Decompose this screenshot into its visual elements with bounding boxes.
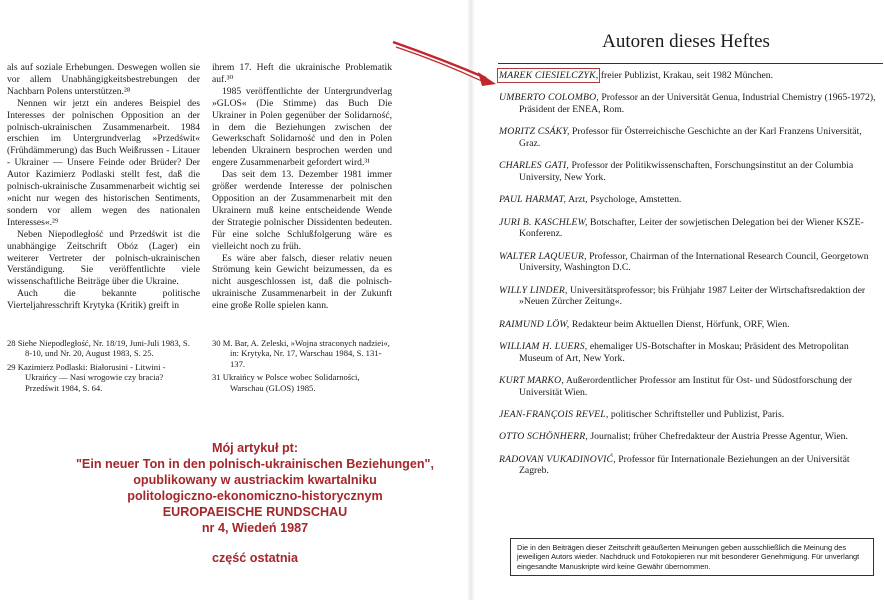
author-name: UMBERTO COLOMBO, (499, 92, 599, 104)
author-entry (499, 251, 881, 274)
caption-line: EUROPAEISCHE RUNDSCHAU (162, 505, 348, 519)
author-entry (499, 217, 881, 240)
author-description: Professor der Politikwissenschaften, Forschungsinstitut an der Columbia University, New York. (519, 160, 854, 183)
author-entry (499, 126, 881, 149)
author-description: politischer Schriftsteller und Publizist, Paris. (610, 409, 785, 421)
paragraph: ihrem 17. Heft die ukrainische Problematik auf.³⁰ (212, 62, 392, 85)
author-list (499, 70, 881, 488)
author-description: Professor für Österreichische Geschichte an der Karl Franzens Universität, Graz. (519, 126, 862, 149)
author-name: CHARLES GATI, (499, 160, 570, 172)
footnote: 28 Siehe Niepodległość, Nr. 18/19, Juni-Juli 1983, S. 8-10, und Nr. 20, August 1983, S. 25. (7, 338, 190, 359)
author-name: KURT MARKO, (499, 375, 564, 387)
author-entry (499, 70, 881, 82)
author-entry (499, 160, 881, 183)
caption-line: Mój artykuł pt: (211, 441, 299, 455)
author-name: WALTER LAQUEUR, (499, 250, 587, 262)
author-name: JURI B. KASCHLEW, (499, 216, 588, 228)
author-entry (499, 341, 881, 364)
author-description: freier Publizist, Krakau, seit 1982 München. (600, 70, 774, 81)
caption-line: opublikowany w austriackim kwartalniku (133, 473, 377, 487)
author-entry (499, 319, 881, 331)
author-description: Professor, Chairman of the International Research Council, Georgetown University, Washington D.C. (519, 250, 869, 274)
page-title: Autoren dieses Heftes (602, 31, 770, 52)
author-entry (499, 431, 881, 443)
author-entry (499, 375, 881, 398)
author-description: Professor an der Universität Genua, Industrial Chemistry (1965-1972), Präsident der ENEA, Rom. (519, 92, 876, 115)
author-description: Journalist; früher Chefredakteur der Austria Presse Agentur, Wien. (590, 431, 848, 443)
author-name: JEAN-FRANÇOIS REVEL, (499, 409, 609, 421)
author-description: Botschafter, Leiter der sowjetischen Delegation bei der Wiener KSZE-Konferenz. (519, 216, 864, 240)
author-entry (499, 409, 881, 421)
author-name: OTTO SCHÖNHERR, (499, 431, 588, 443)
paragraph: als auf soziale Erhebungen. Deswegen wollen sie vor allem Unabhängigkeitsbestrebungen der Nachbarn Polens unterstützen.²⁸ (7, 62, 200, 97)
paragraph: Auch die bekannte politische Vierteljahresschrift Krytyka (Kritik) greift in (7, 288, 200, 312)
red-caption (30, 440, 470, 566)
author-description: Redakteur beim Aktuellen Dienst, Hörfunk, ORF, Wien. (571, 318, 790, 330)
footnote: 30 M. Bar, A. Zeleski, »Wojna straconych nadziei«, in: Krytyka, Nr. 17, Warschau 1984, S. 131-137. (212, 338, 390, 369)
author-description: Arzt, Psychologe, Amstetten. (568, 194, 682, 206)
caption-line: nr 4, Wiedeń 1987 (201, 521, 309, 535)
title-rule (498, 63, 883, 64)
author-description: ehemaliger US-Botschafter in Moskau; Präsident des Metropolitan Museum of Art, New York. (519, 341, 849, 364)
page-fold (467, 0, 475, 600)
paragraph: Neben Niepodległość und Przedświt ist die unabhängige Zeitschrift Obóz (Lager) ein weiterer Vertreter der polnisch-ukrainischen Verständigung. Sie veröffentlichte viele wissenschaftliche Beiträge über die Ukraine. (7, 228, 200, 288)
caption-line: "Ein neuer Ton in den polnisch-ukrainischen Beziehungen", (75, 457, 435, 471)
footnote: 31 Ukraińcy w Polsce wobec Solidarności, Warschau (GLOS) 1985. (212, 372, 360, 393)
caption-footer: część ostatnia (211, 551, 299, 565)
text-column-1 (7, 62, 200, 312)
caption-line: politologiczno-ekonomiczno-historycznym (127, 489, 383, 503)
author-name: WILLY LINDER, (499, 284, 568, 296)
author-entry (499, 194, 881, 206)
footnotes-col1 (7, 338, 197, 396)
author-description: Universitätsprofessor; bis Frühjahr 1987 Leiter der Wirtschaftsredaktion der »Neuen Zürcher Zeitung«. (519, 284, 866, 308)
author-name: WILLIAM H. LUERS, (499, 341, 588, 353)
author-entry (499, 285, 881, 308)
author-entry (499, 454, 881, 477)
author-description: Professor für Internationale Beziehungen an der Universität Zagreb. (519, 453, 850, 477)
author-description: Außerordentlicher Professor am Institut für Ost- und Südostforschung der Universität Wien. (519, 375, 853, 398)
author-name: MORITZ CSÁKY, (499, 126, 570, 138)
paragraph: Nennen wir jetzt ein anderes Beispiel des Interesses der polnischen Opposition an der polnisch-ukrainischen Zusammenarbeit. 1984 erschien im Untergrundverlag »Przedświt« (Frühdämmerung) das Buch Weißrussen - Litauer - Ukrainer — Unsere Feinde oder Brüder? Der Autor Kazimierz Podlaski stellt fest, daß die polnisch-ukrainische Zusammenarbeit wichtig sei »nicht nur wegen des historischen Sentiments, sondern vor allem wegen des nationalen Interesses«.²⁹ (7, 97, 200, 228)
disclaimer-box: Die in den Beiträgen dieser Zeitschrift geäußerten Meinungen geben ausschließlich die Meinung des jeweiligen Autors wieder. Nachdruck und Fotokopieren nur mit besonderer Genehmigung. Für unverlangt eingesandte Manuskripte wird keine Gewähr übernommen. (510, 538, 874, 576)
author-name: RAIMUND LÖW, (499, 318, 570, 330)
footnote: 29 Kazimierz Podlaski: Białorusini - Litwini - Ukraińcy — Nasi wrogowie czy bracia? Przedświt 1984, S. 64. (7, 361, 166, 393)
footnotes-col2 (212, 338, 394, 396)
author-name: MAREK CIESIELCZYK, (499, 70, 599, 81)
author-entry (499, 92, 881, 115)
paragraph: Es wäre aber falsch, dieser relativ neuen Strömung kein Gewicht beizumessen, da es nicht ausgeschlossen ist, daß die polnisch-ukrainische Zusammenarbeit in der Zukunft eine große Rolle spielen kann. (212, 252, 392, 312)
right-page (475, 0, 885, 600)
paragraph: 1985 veröffentlichte der Untergrundverlag »GLOS« (Die Stimme) das Buch Die Ukrainer in Polen gegenüber der Solidarność, in dem die Beziehungen zwischen der Gewerkschaft Solidarność und den in Polen lebenden Ukrainern besprochen werden und engere Zusammenarbeit gefordert wird.³¹ (212, 85, 392, 169)
author-name: RADOVAN VUKADINOVIĆ, (499, 453, 616, 465)
paragraph: Das seit dem 13. Dezember 1981 immer größer werdende Interesse der polnischen Opposition an der Zusammenarbeit mit den Ukrainern muß keine entscheidende Wende der Strategie polnischer Dissidenten bedeuten. Für eine solche Schlußfolgerung wäre es vielleicht noch zu früh. (212, 169, 392, 252)
text-column-2 (212, 62, 392, 312)
author-name: PAUL HARMAT, (499, 194, 567, 206)
